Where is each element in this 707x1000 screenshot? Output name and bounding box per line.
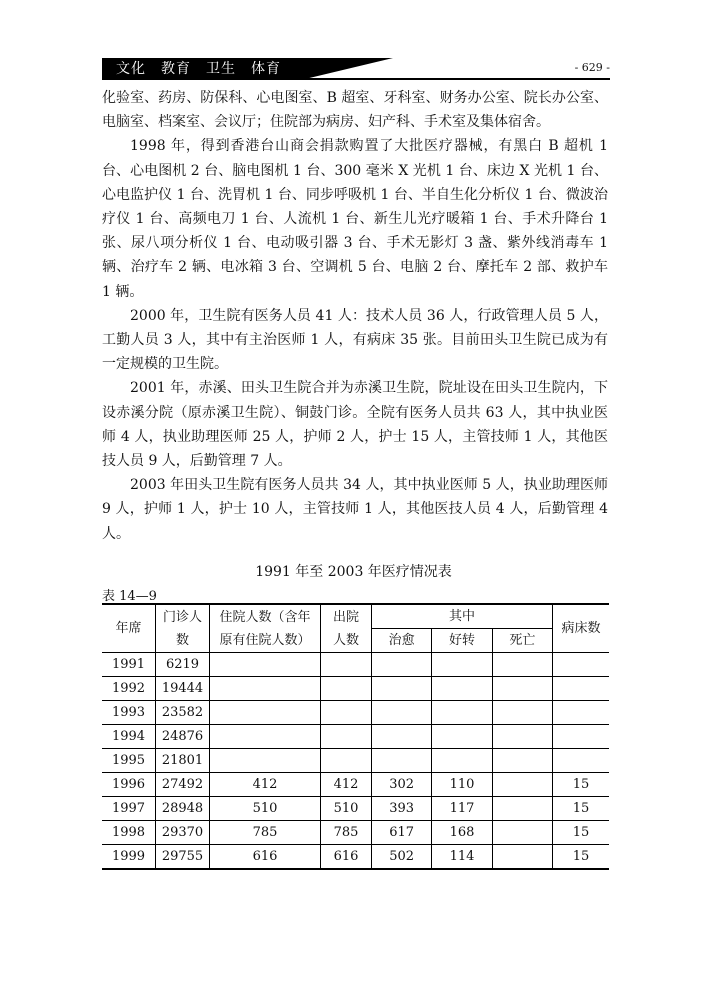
table-row	[102, 749, 609, 773]
cell-inpatients: 510	[210, 797, 321, 821]
cell-discharged: 616	[321, 845, 372, 870]
running-header	[102, 58, 610, 80]
header-discharged-line2: 人数	[332, 632, 359, 648]
table-number: 表 14—9	[102, 589, 157, 604]
table-row	[102, 653, 609, 677]
cell-improved: 114	[432, 845, 492, 870]
cell-discharged	[321, 701, 372, 725]
cell-beds: 15	[553, 845, 610, 870]
cell-outpatients: 29755	[156, 845, 210, 870]
cell-cured	[372, 749, 432, 773]
cell-beds	[553, 701, 610, 725]
cell-outpatients: 21801	[156, 749, 210, 773]
cell-discharged	[321, 749, 372, 773]
header-cured: 治愈	[372, 629, 432, 653]
table-row	[102, 773, 609, 797]
cell-outpatients: 24876	[156, 725, 210, 749]
cell-died	[492, 749, 552, 773]
cell-discharged: 412	[321, 773, 372, 797]
header-discharged	[321, 604, 372, 653]
header-of-which: 其中	[372, 604, 553, 629]
header-tab-slant	[301, 58, 393, 80]
cell-inpatients: 616	[210, 845, 321, 870]
cell-beds	[553, 725, 610, 749]
header-improved: 好转	[432, 629, 492, 653]
header-inpatients-line2: 原有住院人数）	[219, 632, 311, 648]
table-row	[102, 725, 609, 749]
table-row	[102, 797, 609, 821]
header-died: 死亡	[492, 629, 552, 653]
header-year: 年席	[102, 604, 156, 653]
paragraph: 1998 年，得到香港台山商会捐款购置了大批医疗器械，有黑白 B 超机 1 台、心电图机 2 台、脑电图机 1 台、300 毫米 X 光机 1 台、床边 X 光机 1 台、心电监护仪 1 台、洗胃机 1 台、同步呼吸机 1 台、半自生化分析仪 1 台、微波治疗仪 1 台、高频电刀 1 台、人流机 1 台、新生儿光疗暖箱 1 台、手术升降台 1 张、尿八项分析仪 1 台、电动吸引器 3 台、手术无影灯 3 盏、紫外线消毒车 1 辆、治疗车 2 辆、电冰箱 3 台、空调机 5 台、电脑 2 台、摩托车 2 部、救护车 1 辆。	[102, 138, 608, 300]
cell-died	[492, 725, 552, 749]
header-inpatients-line1: 住院人数（含年	[219, 609, 311, 625]
cell-outpatients: 6219	[156, 653, 210, 677]
header-rule	[102, 78, 610, 80]
cell-improved: 168	[432, 821, 492, 845]
cell-year: 1998	[102, 821, 156, 845]
header-inpatients	[210, 604, 321, 653]
cell-inpatients: 412	[210, 773, 321, 797]
cell-improved	[432, 725, 492, 749]
cell-year: 1991	[102, 653, 156, 677]
cell-inpatients: 785	[210, 821, 321, 845]
cell-beds: 15	[553, 797, 610, 821]
paragraph: 2000 年，卫生院有医务人员 41 人：技术人员 36 人，行政管理人员 5 人，工勤人员 3 人，其中有主治医师 1 人，有病床 35 张。目前田头卫生院已成为有一定规模的卫生院。	[102, 307, 608, 373]
cell-year: 1996	[102, 773, 156, 797]
cell-outpatients: 19444	[156, 677, 210, 701]
cell-cured	[372, 701, 432, 725]
cell-discharged	[321, 677, 372, 701]
cell-discharged	[321, 725, 372, 749]
cell-beds: 15	[553, 773, 610, 797]
cell-year: 1993	[102, 701, 156, 725]
cell-died	[492, 797, 552, 821]
cell-beds: 15	[553, 821, 610, 845]
cell-cured	[372, 725, 432, 749]
table-title: 1991 年至 2003 年医疗情况表	[255, 564, 452, 580]
table-row	[102, 821, 609, 845]
cell-died	[492, 653, 552, 677]
cell-died	[492, 773, 552, 797]
header-outpatients	[156, 604, 210, 653]
paragraph: 2001 年，赤溪、田头卫生院合并为赤溪卫生院，院址设在田头卫生院内，下设赤溪分院（原赤溪卫生院）、铜鼓门诊。全院有医务人员共 63 人，其中执业医师 4 人，执业助理医师 25 人，护师 2 人，护士 15 人，主管技师 1 人，其他医技人员 9 人，后勤管理 7 人。	[102, 380, 608, 470]
cell-died	[492, 677, 552, 701]
header-beds: 病床数	[553, 604, 610, 653]
medical-statistics-table	[102, 603, 609, 870]
cell-cured	[372, 677, 432, 701]
cell-cured: 617	[372, 821, 432, 845]
paragraph: 化验室、药房、防保科、心电图室、B 超室、牙科室、财务办公室、院长办公室、电脑室、档案室、会议厅；住院部为病房、妇产科、手术室及集体宿舍。	[102, 90, 608, 131]
cell-cured: 502	[372, 845, 432, 870]
table-row	[102, 677, 609, 701]
cell-died	[492, 845, 552, 870]
cell-year: 1999	[102, 845, 156, 870]
cell-inpatients	[210, 749, 321, 773]
header-outpatients-line2: 数	[175, 632, 189, 648]
cell-outpatients: 23582	[156, 701, 210, 725]
cell-year: 1997	[102, 797, 156, 821]
cell-beds	[553, 749, 610, 773]
cell-improved	[432, 701, 492, 725]
cell-outpatients: 29370	[156, 821, 210, 845]
cell-improved	[432, 653, 492, 677]
cell-year: 1994	[102, 725, 156, 749]
table-row	[102, 701, 609, 725]
cell-cured: 302	[372, 773, 432, 797]
table-row	[102, 845, 609, 870]
cell-beds	[553, 653, 610, 677]
cell-cured: 393	[372, 797, 432, 821]
header-discharged-line1: 出院	[332, 609, 359, 625]
cell-discharged: 785	[321, 821, 372, 845]
cell-improved: 117	[432, 797, 492, 821]
cell-inpatients	[210, 725, 321, 749]
cell-inpatients	[210, 701, 321, 725]
cell-beds	[553, 677, 610, 701]
cell-inpatients	[210, 653, 321, 677]
body-text	[102, 86, 608, 546]
cell-died	[492, 701, 552, 725]
cell-outpatients: 27492	[156, 773, 210, 797]
cell-improved	[432, 677, 492, 701]
cell-year: 1992	[102, 677, 156, 701]
cell-improved	[432, 749, 492, 773]
paragraph: 2003 年田头卫生院有医务人员共 34 人，其中执业医师 5 人，执业助理医师 9 人，护师 1 人，护士 10 人，主管技师 1 人，其他医技人员 4 人，后勤管理 4 人。	[102, 477, 608, 542]
section-title-tab: 文化 教育 卫生 体育	[102, 58, 302, 80]
cell-year: 1995	[102, 749, 156, 773]
cell-died	[492, 821, 552, 845]
cell-discharged: 510	[321, 797, 372, 821]
cell-cured	[372, 653, 432, 677]
page-number: - 629 -	[574, 61, 610, 74]
cell-discharged	[321, 653, 372, 677]
cell-outpatients: 28948	[156, 797, 210, 821]
cell-improved: 110	[432, 773, 492, 797]
cell-inpatients	[210, 677, 321, 701]
header-outpatients-line1: 门诊人	[162, 609, 202, 625]
